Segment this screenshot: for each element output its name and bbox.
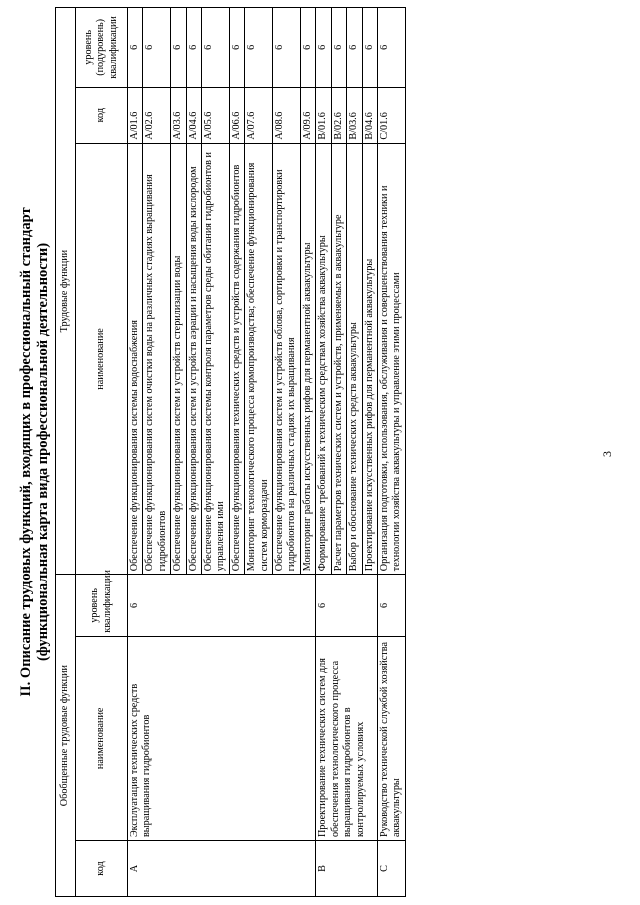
function-code: A/07.6 — [245, 87, 273, 143]
group-name: Руководство технической службой хозяйства аквакультуры — [377, 636, 405, 840]
function-name: Организация подготовки, использования, обслуживания и совершенствования техники и технологии хозяйства аквакультуры и управление этими процессами — [377, 143, 405, 575]
function-level: 6 — [245, 8, 273, 88]
function-code: A/01.6 — [128, 87, 143, 143]
function-code: A/09.6 — [300, 87, 315, 143]
header-labor-code: код — [76, 87, 128, 143]
table-body — [128, 8, 406, 897]
group-code: A — [128, 841, 316, 897]
function-name: Мониторинг технологического процесса кормопроизводства; обеспечение функционирования систем кормораздачи — [245, 143, 273, 575]
group-level: 6 — [316, 575, 378, 636]
header-code: код — [76, 841, 128, 897]
header-labor-level: уровень (подуровень) квалификации — [76, 8, 128, 88]
title-line-2: (функциональная карта вида профессиональной деятельности) — [35, 242, 51, 662]
function-code: B/03.6 — [347, 87, 362, 143]
function-name: Обеспечение функционирования систем и устройств облова, сортировки и транспортировки гидробионтов на различных стадиях их выращивания — [273, 143, 301, 575]
group-name: Эксплуатация технических средств выращивания гидробионтов — [128, 636, 316, 840]
table-row — [128, 8, 143, 897]
function-name: Выбор и обоснование технических средств аквакультуры — [347, 143, 362, 575]
function-level: 6 — [171, 8, 186, 88]
group-level: 6 — [377, 575, 405, 636]
group-level: 6 — [128, 575, 316, 636]
header-level: уровень квалификации — [76, 575, 128, 636]
functional-map-table — [55, 7, 406, 897]
function-level: 6 — [331, 8, 346, 88]
header-name: наименование — [76, 636, 128, 840]
title-line-1: II. Описание трудовых функций, входящих в профессиональный стандарт — [18, 207, 34, 697]
function-code: A/05.6 — [202, 87, 230, 143]
group-code: B — [316, 841, 378, 897]
function-level: 6 — [143, 8, 171, 88]
function-code: A/03.6 — [171, 87, 186, 143]
function-name: Мониторинг работы искусственных рифов для перманентной аквакультуры — [300, 143, 315, 575]
function-level: 6 — [186, 8, 201, 88]
function-level: 6 — [229, 8, 244, 88]
function-level: 6 — [273, 8, 301, 88]
function-name: Обеспечение функционирования системы контроля параметров среды обитания гидробионтов и управления ими — [202, 143, 230, 575]
function-name: Проектирование искусственных рифов для перманентной аквакультуры — [362, 143, 377, 575]
header-generalized-functions: Обобщенные трудовые функции — [56, 575, 76, 897]
function-name: Обеспечение функционирования систем и устройств стерилизации воды — [171, 143, 186, 575]
table-row — [377, 8, 405, 897]
group-name: Проектирование технических систем для обеспечения технологического процесса выращивания гидробионтов в контролируемых условиях — [316, 636, 378, 840]
function-name: Обеспечение функционирования системы водоснабжения — [128, 143, 143, 575]
function-level: 6 — [362, 8, 377, 88]
function-code: B/04.6 — [362, 87, 377, 143]
page-number: 3 — [600, 451, 614, 457]
function-level: 6 — [316, 8, 331, 88]
table-row — [316, 8, 331, 897]
function-code: A/06.6 — [229, 87, 244, 143]
function-code: A/02.6 — [143, 87, 171, 143]
function-name: Формирование требований к техническим средствам хозяйства аквакультуры — [316, 143, 331, 575]
function-name: Обеспечение функционирования технических средств и устройств содержания гидробионтов — [229, 143, 244, 575]
header-labor-functions: Трудовые функции — [56, 8, 76, 575]
page-title — [18, 7, 52, 897]
function-level: 6 — [128, 8, 143, 88]
function-code: A/04.6 — [186, 87, 201, 143]
table-header — [56, 8, 128, 897]
function-name: Расчет параметров технических систем и устройств, применяемых в аквакультуре — [331, 143, 346, 575]
function-code: B/02.6 — [331, 87, 346, 143]
function-level: 6 — [347, 8, 362, 88]
function-name: Обеспечение функционирования систем очистки воды на различных стадиях выращивания гидробионтов — [143, 143, 171, 575]
function-level: 6 — [300, 8, 315, 88]
function-code: C/01.6 — [377, 87, 405, 143]
function-code: B/01.6 — [316, 87, 331, 143]
group-code: C — [377, 841, 405, 897]
function-code: A/08.6 — [273, 87, 301, 143]
header-labor-name: наименование — [76, 143, 128, 575]
function-name: Обеспечение функционирования систем и устройств аэрации и насыщения воды кислородом — [186, 143, 201, 575]
function-level: 6 — [202, 8, 230, 88]
function-level: 6 — [377, 8, 405, 88]
